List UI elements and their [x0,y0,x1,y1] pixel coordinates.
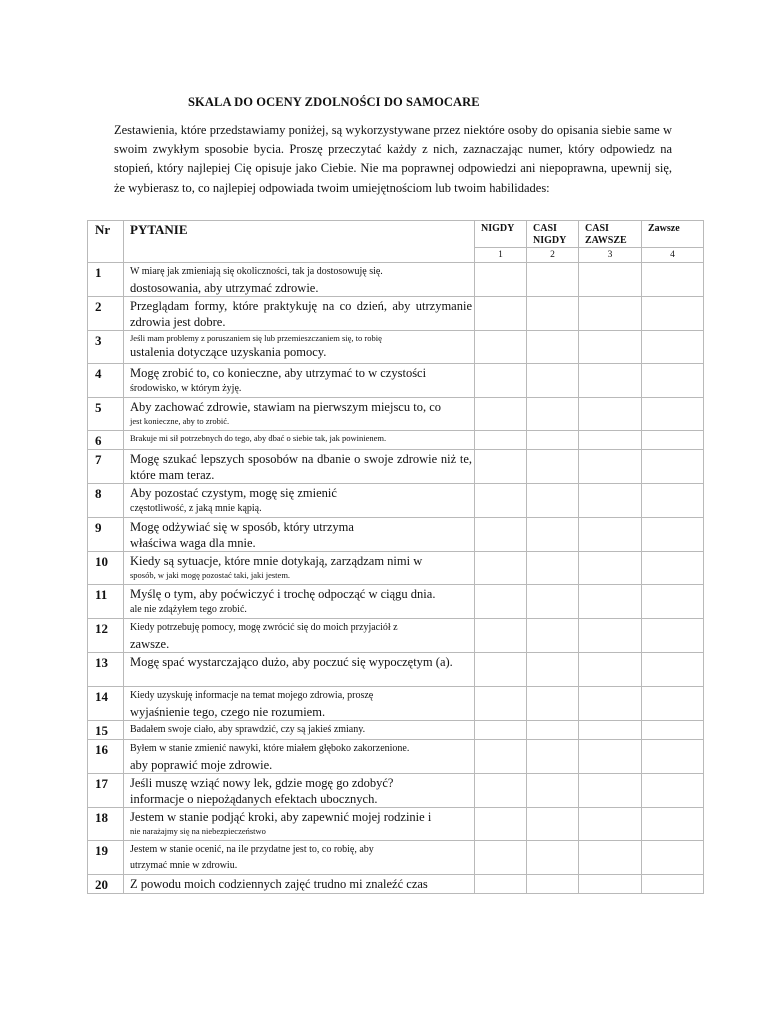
row-number: 18 [88,808,124,841]
answer-cell-1[interactable] [475,585,527,619]
question-text-line: Aby pozostać czystym, mogę się zmienić [130,486,337,500]
answer-cell-4[interactable] [642,841,704,875]
answer-cell-2[interactable] [527,653,579,687]
table-row [88,263,704,297]
answer-cell-3[interactable] [579,263,642,297]
answer-cell-4[interactable] [642,687,704,721]
row-number: 8 [88,484,124,518]
header-value-2: 2 [527,248,579,263]
answer-cell-2[interactable] [527,841,579,875]
answer-cell-2[interactable] [527,398,579,431]
answer-cell-3[interactable] [579,585,642,619]
question-text-line: utrzymać mnie w zdrowiu. [130,860,238,871]
answer-cell-4[interactable] [642,518,704,552]
row-number: 19 [88,841,124,875]
answer-cell-4[interactable] [642,552,704,585]
answer-cell-1[interactable] [475,552,527,585]
answer-cell-2[interactable] [527,518,579,552]
answer-cell-3[interactable] [579,552,642,585]
question-text-line: Kiedy potrzebuję pomocy, mogę zwrócić się do moich przyjaciół z [130,622,398,633]
table-body [88,221,704,894]
question-text [124,297,475,331]
answer-cell-1[interactable] [475,687,527,721]
answer-cell-2[interactable] [527,740,579,774]
table-row [88,331,704,364]
answer-cell-2[interactable] [527,450,579,484]
answer-cell-2[interactable] [527,297,579,331]
question-text-line: Z powodu moich codziennych zajęć trudno mi znaleźć czas [130,877,428,891]
answer-cell-2[interactable] [527,552,579,585]
question-text-line: Badałem swoje ciało, aby sprawdzić, czy są jakieś zmiany. [130,724,366,735]
table-row [88,653,704,687]
answer-cell-3[interactable] [579,687,642,721]
answer-cell-4[interactable] [642,364,704,398]
question-text-line: Mogę szukać lepszych sposobów na dbanie o swoje zdrowie niż te, które mam teraz. [130,452,472,482]
question-text [124,331,475,364]
question-text [124,552,475,585]
answer-cell-3[interactable] [579,398,642,431]
answer-cell-2[interactable] [527,364,579,398]
answer-cell-4[interactable] [642,653,704,687]
question-text-line: Przeglądam formy, które praktykuję na co dzień, aby utrzymanie zdrowia jest dobre. [130,299,472,329]
self-care-scale-table [87,220,704,894]
question-text-line: zawsze. [130,637,170,651]
row-number: 4 [88,364,124,398]
row-number: 12 [88,619,124,653]
row-number: 2 [88,297,124,331]
table-row [88,398,704,431]
question-text [124,740,475,774]
answer-cell-2[interactable] [527,774,579,808]
row-number: 9 [88,518,124,552]
question-text-line: Jestem w stanie ocenić, na ile przydatne jest to, co robię, aby [130,844,374,855]
question-text-line: Jestem w stanie podjąć kroki, aby zapewnić mojej rodzinie i [130,810,432,824]
question-text-line: ale nie zdążyłem tego zrobić. [130,604,247,615]
table-row [88,687,704,721]
answer-cell-3[interactable] [579,721,642,740]
row-number: 5 [88,398,124,431]
answer-cell-4[interactable] [642,721,704,740]
answer-cell-2[interactable] [527,331,579,364]
answer-cell-3[interactable] [579,808,642,841]
question-text-line: Aby zachować zdrowie, stawiam na pierwszym miejscu to, co [130,400,442,414]
answer-cell-3[interactable] [579,297,642,331]
answer-cell-3[interactable] [579,484,642,518]
header-option-casi-zawsze: CASI ZAWSZE [579,221,642,248]
answer-cell-4[interactable] [642,740,704,774]
answer-cell-1[interactable] [475,297,527,331]
answer-cell-3[interactable] [579,841,642,875]
answer-cell-4[interactable] [642,619,704,653]
row-number: 17 [88,774,124,808]
question-text-line: ustalenia dotyczące uzyskania pomocy. [130,345,327,359]
answer-cell-4[interactable] [642,585,704,619]
answer-cell-3[interactable] [579,774,642,808]
answer-cell-4[interactable] [642,875,704,894]
answer-cell-1[interactable] [475,619,527,653]
row-number: 13 [88,653,124,687]
answer-cell-1[interactable] [475,740,527,774]
answer-cell-1[interactable] [475,774,527,808]
answer-cell-4[interactable] [642,450,704,484]
header-nr: Nr [88,221,124,263]
row-number: 15 [88,721,124,740]
answer-cell-4[interactable] [642,431,704,450]
question-text [124,484,475,518]
document-title: SKALA DO OCENY ZDOLNOŚCI DO SAMOCARE [188,95,480,109]
question-text [124,431,475,450]
table-row [88,484,704,518]
table-row [88,875,704,894]
answer-cell-4[interactable] [642,398,704,431]
header-option-nigdy: NIGDY [475,221,527,248]
question-text [124,364,475,398]
table-row [88,585,704,619]
row-number: 16 [88,740,124,774]
answer-cell-1[interactable] [475,653,527,687]
answer-cell-4[interactable] [642,484,704,518]
answer-cell-4[interactable] [642,774,704,808]
question-text-line: Jeśli muszę wziąć nowy lek, gdzie mogę go zdobyć? [130,776,394,790]
answer-cell-1[interactable] [475,331,527,364]
question-text [124,653,475,687]
question-text [124,875,475,894]
question-text-line: jest konieczne, aby to zrobić. [130,416,230,426]
row-number: 6 [88,431,124,450]
row-number: 7 [88,450,124,484]
answer-cell-3[interactable] [579,619,642,653]
answer-cell-4[interactable] [642,297,704,331]
answer-cell-1[interactable] [475,364,527,398]
question-text [124,518,475,552]
answer-cell-1[interactable] [475,263,527,297]
answer-cell-4[interactable] [642,808,704,841]
row-number: 1 [88,263,124,297]
answer-cell-3[interactable] [579,331,642,364]
row-number: 14 [88,687,124,721]
question-text [124,585,475,619]
question-text [124,263,475,297]
question-text-line: Kiedy uzyskuję informacje na temat mojego zdrowia, proszę [130,690,374,701]
header-option-casi-nigdy: CASI NIGDY [527,221,579,248]
table-row [88,841,704,875]
answer-cell-1[interactable] [475,450,527,484]
row-number: 11 [88,585,124,619]
answer-cell-1[interactable] [475,808,527,841]
answer-cell-2[interactable] [527,484,579,518]
question-text [124,841,475,875]
question-text [124,398,475,431]
answer-cell-3[interactable] [579,875,642,894]
table-row [88,297,704,331]
intro-paragraph: Zestawienia, które przedstawiamy poniżej, są wykorzystywane przez niektóre osoby do opisania siebie same w swoim zwykłym sposobie bycia. Proszę przeczytać każdy z nich, zaznaczając numer, który odpowiedz na stopień, który najlepiej Cię opisuje jako Ciebie. Nie ma poprawnej odpowiedzi ani niepoprawna, upewnij się, że wybierasz to, co najlepiej odpowiada twoim umiejętnościom lub twoim habilidades: [114,123,672,195]
answer-cell-3[interactable] [579,518,642,552]
table-row [88,552,704,585]
answer-cell-3[interactable] [579,450,642,484]
question-text-line: środowisko, w którym żyję. [130,383,242,394]
answer-cell-2[interactable] [527,619,579,653]
answer-cell-1[interactable] [475,875,527,894]
table-row [88,431,704,450]
question-text-line: W miarę jak zmieniają się okoliczności, tak ja dostosowuję się. [130,266,383,277]
answer-cell-2[interactable] [527,431,579,450]
question-text-line: właściwa waga dla mnie. [130,536,256,550]
row-number: 3 [88,331,124,364]
answer-cell-3[interactable] [579,740,642,774]
answer-cell-3[interactable] [579,431,642,450]
answer-cell-3[interactable] [579,364,642,398]
question-text-line: informacje o niepożądanych efektach ubocznych. [130,792,378,806]
header-option-zawsze: Zawsze [642,221,704,248]
question-text [124,687,475,721]
question-text [124,450,475,484]
answer-cell-2[interactable] [527,585,579,619]
answer-cell-1[interactable] [475,398,527,431]
answer-cell-2[interactable] [527,808,579,841]
table-row [88,364,704,398]
table-row [88,450,704,484]
answer-cell-1[interactable] [475,841,527,875]
header-value-3: 3 [579,248,642,263]
answer-cell-3[interactable] [579,653,642,687]
question-text [124,774,475,808]
answer-cell-1[interactable] [475,721,527,740]
answer-cell-1[interactable] [475,431,527,450]
header-value-1: 1 [475,248,527,263]
question-text-line: Myślę o tym, aby poćwiczyć i trochę odpocząć w ciągu dnia. [130,587,436,601]
question-text-line: Mogę spać wystarczająco dużo, aby poczuć się wypoczętym (a). [130,655,453,669]
table-row [88,619,704,653]
question-text-line: Mogę zrobić to, co konieczne, aby utrzymać to w czystości [130,366,427,380]
question-text-line: Jeśli mam problemy z poruszaniem się lub przemieszczaniem się, to robię [130,333,382,343]
question-text-line: dostosowania, aby utrzymać zdrowie. [130,281,319,295]
header-row [88,221,704,248]
row-number: 20 [88,875,124,894]
answer-cell-4[interactable] [642,331,704,364]
row-number: 10 [88,552,124,585]
answer-cell-2[interactable] [527,875,579,894]
answer-cell-1[interactable] [475,484,527,518]
answer-cell-2[interactable] [527,687,579,721]
answer-cell-2[interactable] [527,721,579,740]
question-text-line: nie narażajmy się na niebezpieczeństwo [130,826,266,836]
question-text-line: Brakuje mi sił potrzebnych do tego, aby dbać o siebie tak, jak powinienem. [130,433,387,443]
question-text-line: Mogę odżywiać się w sposób, który utrzyma [130,520,354,534]
question-text [124,721,475,740]
table-row [88,721,704,740]
table-row [88,774,704,808]
header-question: PYTANIE [124,221,475,263]
header-value-4: 4 [642,248,704,263]
question-text-line: aby poprawić moje zdrowie. [130,758,273,772]
answer-cell-2[interactable] [527,263,579,297]
question-text-line: Byłem w stanie zmienić nawyki, które miałem głęboko zakorzenione. [130,743,410,754]
question-text-line: wyjaśnienie tego, czego nie rozumiem. [130,705,326,719]
answer-cell-4[interactable] [642,263,704,297]
table-row [88,740,704,774]
table-row [88,518,704,552]
question-text [124,619,475,653]
question-text-line: Kiedy są sytuacje, które mnie dotykają, zarządzam nimi w [130,554,423,568]
answer-cell-1[interactable] [475,518,527,552]
table-row [88,808,704,841]
question-text-line: częstotliwość, z jaką mnie kąpią. [130,503,262,514]
question-text [124,808,475,841]
question-text-line: sposób, w jaki mogę pozostać taki, jaki jestem. [130,570,291,580]
